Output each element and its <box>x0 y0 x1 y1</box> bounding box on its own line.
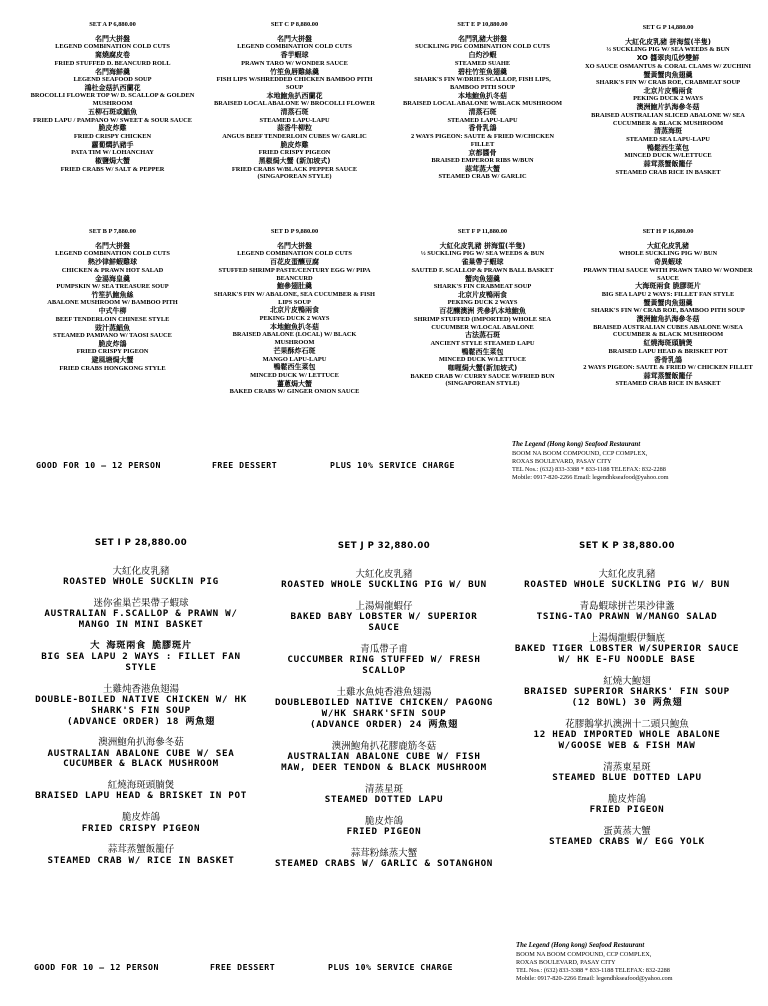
dish-cn: 椒鹽焗大蟹 <box>95 157 130 166</box>
dish-en: (ADVANCE ORDER) 24 两魚翅 <box>309 718 459 730</box>
dish-en: MINCED DUCK W/LETTUCE <box>438 356 527 364</box>
set-title: SET K P 38,880.00 <box>579 541 675 551</box>
restaurant-address-2: ROXAS BOULEVARD, PASAY CITY <box>512 457 612 465</box>
dish-en: MANGO LAPU-LAPU <box>262 355 327 363</box>
restaurant-tel: TEL Nos.: (632) 833-3388 * 833-1188 TELEFAX: 832-2288 <box>512 465 666 473</box>
dish-en: BROCOLLI FLOWER TOP W/ D. SCALLOP & GOLDEN MUSHROOM <box>30 92 195 108</box>
dish-en: STEAMED SEA LAPU-LAPU <box>626 135 710 143</box>
set-title: SET D P 9,880.00 <box>270 228 319 235</box>
dish-en: ½ SUCKLING PIG W/ SEA WEEDS & BUN <box>420 250 545 258</box>
dish-en: FRIED PIGEON <box>589 804 665 816</box>
dish-en: CHICKEN & PRAWN HOT SALAD <box>61 266 164 274</box>
dish-en: XO SAUCE OSMANTUS & CORAL CLAMS W/ ZUCHINI <box>585 62 751 70</box>
dish-cn: 大紅化皮乳豬 <box>598 569 656 581</box>
dish-en: BEEF TENDERLOIN CHINESE STYLE <box>55 315 170 323</box>
dish-en: ANCIENT STYLE STEAMED LAPU <box>430 339 535 347</box>
set-c <box>212 21 377 181</box>
dish-cn: 名門大拼盤 <box>277 34 312 43</box>
dish-en: BAKED CRAB W/ CURRY SAUCE W/FRIED BUN (SINGAPOREAN STYLE) <box>410 372 555 388</box>
dish-cn: 名門大拼盤 <box>95 241 130 250</box>
dish-cn: 竹笙魚唇雞絲羹 <box>270 67 319 76</box>
dish-cn: 上湯焗龍蝦仔 <box>355 601 413 613</box>
set-title: SET J P 32,880.00 <box>337 541 431 551</box>
dish-en: CUCCUMBER RING STUFFED W/ FRESH SCALLOP <box>287 654 481 677</box>
restaurant-address-1: BOOM NA BOOM COMPOUND, CCP COMPLEX, <box>512 449 648 457</box>
dish-en: STEAMED SUAHE <box>454 59 511 67</box>
set-h <box>582 228 754 388</box>
dish-cn: 脆皮炸雞 <box>280 140 309 149</box>
dish-en: ROASTED WHOLE SUCKLING PIG W/ BUN <box>281 579 487 591</box>
set-a <box>30 21 195 173</box>
dish-cn: 金湯海皇羹 <box>95 274 130 283</box>
dish-cn: 五柳石斑或鯧魚 <box>88 108 137 116</box>
dish-en: BRAISED LOCAL ABALONE W/ BROCOLLI FLOWER <box>214 100 375 108</box>
dish-en: SAUTED F. SCALLOP & PRAWN BALL BASKET <box>411 266 554 274</box>
dish-cn: 碧柱竹笙魚翅羹 <box>458 67 507 76</box>
dish-en: PUMPSKIN W/ SEA TREASURE SOUP <box>56 283 169 291</box>
dish-en: STEAMED LAPU-LAPU <box>447 116 518 124</box>
dish-cn: 本地鮑魚扒冬菇 <box>270 322 319 331</box>
dish-cn: 名門大拼盤 <box>95 34 130 43</box>
dish-en: FRIED CRISPY PIGEON <box>258 149 331 157</box>
dish-cn: 紅燒大鮑翅 <box>603 676 651 688</box>
dish-cn: 大海斑兩食 脆膠斑片 <box>635 282 701 291</box>
dish-cn: 大紅化皮乳豬 拼海蜇(半隻) <box>439 241 526 250</box>
dish-cn: 蟹黃蟹肉魚翅羹 <box>643 70 693 79</box>
set-title: SET F P 11,880.00 <box>457 228 508 235</box>
good-for-label: GOOD FOR 10 – 12 PERSON <box>36 460 161 470</box>
dish-cn: 中式牛柳 <box>98 307 127 316</box>
dish-cn: 清蒸海斑 <box>654 127 682 136</box>
dish-cn: 名門海鮮羹 <box>95 67 130 76</box>
set-title: SET B P 7,880.00 <box>89 228 136 235</box>
dish-en: FRIED PIGEON <box>346 825 422 837</box>
dish-cn: 大紅化皮乳豬 <box>355 569 413 581</box>
dish-cn: 澳洲鮑角扒海參冬菇 <box>98 737 184 749</box>
set-f <box>400 228 565 388</box>
dish-en: BRAISED SUPERIOR SHARKS' FIN SOUP <box>524 686 730 698</box>
dish-en: BIG SEA LAPU 2 WAYS : FILLET FAN STYLE <box>41 650 241 673</box>
dish-cn: 熱沙律鮮蝦雞球 <box>88 258 137 267</box>
dish-en: AUSTRALIAN F.SCALLOP & PRAWN W/ MANGO IN MINI BASKET <box>44 608 238 631</box>
dish-cn: 蒜茸蒸大蟹 <box>465 164 500 173</box>
restaurant-address-1: BOOM NA BOOM COMPOUND, CCP COMPLEX, <box>516 950 652 958</box>
dish-cn: 澳洲鮑片扒海參冬菇 <box>636 103 700 112</box>
dish-cn: 鴻杜金菇扒西蘭花 <box>84 83 141 92</box>
dish-en: STUFFED SHRIMP PASTE/CENTURY EGG W/ PIPA BEANCURD <box>218 266 371 282</box>
dish-cn: 蒜茸蒸蟹飯籠仔 <box>643 371 693 380</box>
dish-cn: 香骨乳鴿 <box>468 124 497 133</box>
dish-cn: 脆皮炸鴿 <box>121 812 160 824</box>
dish-en: PEKING DUCK 2 WAYS <box>259 315 330 322</box>
dish-cn: 澳洲鮑角扒花膠鹿筋冬菇 <box>331 740 437 752</box>
dish-en: PEKING DUCK 2 WAYS <box>633 95 703 103</box>
set-title: SET G P 14,880.00 <box>642 24 694 31</box>
dish-en: STEAMED CRAB W/ GARLIC <box>438 173 527 181</box>
set-title: SET E P 10,880.00 <box>457 21 508 28</box>
dish-en: BRAISED LOCAL ABALONE W/BLACK MUSHROOM <box>403 100 562 108</box>
dish-en: SHRIMP STUFFED (IMPORTED) WHOLE SEA CUCUMBER W/LOCAL ABALONE <box>413 315 552 331</box>
dish-en: SHARK'S FIN CRABMEAT SOUP <box>433 283 532 291</box>
dish-cn: 青島蝦球拼芒果沙律盞 <box>579 601 675 613</box>
dish-cn: 鴨鬆西生菜包 <box>273 363 316 372</box>
dish-cn: 古法蒸石斑 <box>465 331 500 340</box>
dish-cn: 迷你雀巢芒果帶子蝦球 <box>93 598 189 610</box>
restaurant-info-bottom <box>516 942 756 983</box>
restaurant-name: The Legend (Hong kong) Seafood Restaurant <box>512 441 641 448</box>
dish-en: FRIED CRABS W/ SALT & PEPPER <box>60 165 165 173</box>
dish-cn: 窩燒腐皮卷 <box>95 51 130 60</box>
good-for-label-bottom: GOOD FOR 10 – 12 PERSON <box>34 962 159 972</box>
restaurant-address-2: ROXAS BOULEVARD, PASAY CITY <box>516 958 616 966</box>
dish-cn: 上湯焗龍蝦伊麵底 <box>588 633 665 645</box>
set-e <box>400 21 565 181</box>
dish-en: SHARK'S FIN W/DRIES SCALLOP, FISH LIPS, BAMBOO PITH SOUP <box>414 76 551 91</box>
set-j <box>273 541 495 870</box>
dish-cn: 豉汁蒸鯧魚 <box>95 323 130 332</box>
set-title: SET H P 16,880.00 <box>642 228 694 235</box>
dish-cn: 紅燒海斑頭腩煲 <box>643 339 693 348</box>
dish-en: FRIED CRISPY PIGEON <box>81 822 201 834</box>
dish-en: BAKED TIGER LOBSTER W/SUPERIOR SAUCE W/ HK E-FU NOODLE BASE <box>514 643 740 666</box>
dish-cn: 芒果酥炸石斑 <box>273 346 316 355</box>
dish-cn: 澳洲鮑角扒海參冬菇 <box>636 315 700 323</box>
dish-en: SHARK'S FIN W/ CRAB ROE, CRABMEAT SOUP <box>596 79 740 87</box>
dish-en: (12 BOWL) 30 两魚翅 <box>571 697 683 709</box>
dish-en: 大 海斑兩食 脆膠斑片 <box>90 640 192 651</box>
dish-cn: 蒜茸粉絲蒸大蟹 <box>350 847 418 859</box>
set-d <box>212 228 377 396</box>
dish-en: PRAWN THAI SAUCE WITH PRAWN TARO W/ WONDER SAUCE <box>583 266 753 282</box>
dish-en: AUSTRALIAN ABALONE CUBE W/ SEA CUCUMBER & BLACK MUSHROOM <box>47 747 235 770</box>
free-dessert-label: FREE DESSERT <box>212 460 278 470</box>
dish-cn: 蒜茸蒸蟹飯籠仔 <box>643 160 693 169</box>
set-title: SET I P 28,880.00 <box>94 538 188 548</box>
dish-en: STEAMED CRAB RICE IN BASKET <box>615 380 721 388</box>
dish-cn: 鴨鬆西生菜包 <box>647 143 689 152</box>
dish-en: ABALONE MUSHROOM W/ BAMBOO PITH <box>47 299 178 307</box>
dish-en: 2 WAYS PIGEON: SAUTE & FRIED W/CHICKEN FILLET <box>411 132 554 148</box>
restaurant-tel: TEL Nos.: (632) 833-3388 * 833-1188 TELEFAX: 832-2288 <box>516 966 670 974</box>
dish-cn: 北京片皮鴨兩食 <box>643 86 693 95</box>
dish-en: BRAISED EMPEROR RIBS W/BUN <box>431 157 534 165</box>
dish-en: AUSTRALIAN ABALONE CUBE W/ FISH MAW, DEER TENDON & BLACK MUSHROOM <box>281 750 487 773</box>
dish-cn: 香骨乳鴿 <box>654 355 682 364</box>
dish-cn: 避風塘焗大蟹 <box>91 356 134 365</box>
dish-cn: 清蒸東星斑 <box>603 761 651 773</box>
restaurant-mobile: Mobile: 0917-820-2266 Email: legendhkseafood@yahoo.com <box>516 974 673 982</box>
dish-en: FRIED CRISPY PIGEON <box>76 348 149 356</box>
set-title: SET C P 8,880.00 <box>270 21 319 28</box>
dish-en: STEAMED BLUE DOTTED LAPU <box>552 772 702 784</box>
dish-cn: 咖喱焗大蟹(新加坡式) <box>447 364 518 373</box>
dish-en: SHARK'S FIN W/ CRAB ROE, BAMBOO PITH SOUP <box>591 307 745 315</box>
dish-en: SUCKLING PIG COMBINATION COLD CUTS <box>415 43 550 51</box>
dish-en: FRIED LAPU / PAMPANO W/ SWEET & SOUR SAUCE <box>33 116 192 124</box>
dish-cn: 百花皮蛋釀豆腐 <box>270 258 319 267</box>
dish-en: LEGEND SEAFOOD SOUP <box>73 76 152 84</box>
dish-cn: 鮑參翅肚羹 <box>277 282 312 291</box>
restaurant-name: The Legend (Hong kong) Seafood Restaurant <box>516 942 645 949</box>
service-charge-label: PLUS 10% SERVICE CHARGE <box>330 460 455 470</box>
dish-en: PEKING DUCK 2 WAYS <box>447 299 518 307</box>
dish-en: FRIED CRISPY CHICKEN <box>73 132 152 140</box>
dish-cn: 清蒸石斑 <box>468 108 497 116</box>
dish-cn: 蘿蔔燜扒豬手 <box>91 140 134 149</box>
dish-en: BRAISED LAPU HEAD & BRISKET POT <box>608 347 728 355</box>
dish-cn: 白灼沙蝦 <box>468 51 497 60</box>
set-b <box>30 228 195 373</box>
dish-cn: 北京片皮鴨兩食 <box>270 306 319 315</box>
dish-en: LEGEND COMBINATION COLD CUTS <box>55 43 170 51</box>
dish-en: SHARK'S FIN W/ ABALONE, SEA CUCUMBER & FISH LIPS SOUP <box>213 290 376 306</box>
dish-en: STEAMED CRAB RICE IN BASKET <box>615 168 721 176</box>
dish-cn: 名門大拼盤 <box>277 241 312 250</box>
dish-cn: 百花釀澳洲 秃參扒本地鮑魚 <box>439 307 526 316</box>
dish-cn: 大紅化皮乳豬 <box>112 566 170 578</box>
dish-cn: 大紅化皮乳豬 拼海蜇(半隻) <box>625 37 711 46</box>
dish-cn: 京都醬骨 <box>468 148 497 157</box>
dish-en: STEAMED CRAB W/ RICE IN BASKET <box>47 854 235 866</box>
dish-cn: 雀巢帶子蝦球 <box>461 258 504 267</box>
dish-en: ROASTED WHOLE SUCKLING PIG W/ BUN <box>524 579 730 591</box>
dish-en: STEAMED CRABS W/ GARLIC & SOTANGHON <box>274 857 494 869</box>
dish-en: 12 HEAD IMPORTED WHOLE ABALONE W/GOOSE WEB & FISH MAW <box>533 729 721 752</box>
set-g <box>582 24 754 176</box>
dish-en: BIG SEA LAPU 2 WAYS: FILLET FAN STYLE <box>601 290 735 298</box>
dish-cn: 蛋黃蒸大蟹 <box>603 826 651 838</box>
dish-cn: 脆皮炸鴿 <box>364 815 403 827</box>
dish-cn: 蒜香牛柳粒 <box>277 124 312 133</box>
dish-cn: 土雞水魚炖香港魚翅湯 <box>336 686 432 698</box>
dish-en: BRAISED ABALONE (LOCAL) W/ BLACK MUSHROOM <box>232 331 357 347</box>
dish-en: ½ SUCKLING PIG W/ SEA WEEDS & BUN <box>606 46 730 54</box>
dish-cn: 鴨鬆西生菜包 <box>461 347 504 356</box>
dish-cn: 名門乳豬大拼盤 <box>458 34 507 43</box>
dish-en: BRAISED AUSTRALIAN SLICED ABALONE W/ SEA CUCUMBER & BLACK MUSHROOM <box>591 111 745 127</box>
dish-en: LEGEND COMBINATION COLD CUTS <box>237 43 352 51</box>
dish-en: 2 WAYS PIGEON: SAUTE & FRIED W/ CHICKEN FILLET <box>583 364 753 372</box>
dish-cn: 土雞炖香港魚翅湯 <box>102 683 179 695</box>
dish-cn: 紅燒海斑頭腩煲 <box>107 780 175 792</box>
dish-cn: 大紅化皮乳豬 <box>647 241 689 250</box>
dish-en: (ADVANCE ORDER) 18 两魚翅 <box>66 715 216 727</box>
dish-en: STEAMED CRABS W/ EGG YOLK <box>549 836 705 848</box>
dish-cn: 青瓜帶子甫 <box>360 644 408 655</box>
dish-cn: 清蒸星斑 <box>364 783 403 795</box>
dish-cn: 本地鮑魚扒冬菇 <box>458 91 507 100</box>
dish-cn: 脆皮炸雞 <box>98 124 127 133</box>
dish-cn: 奇異蝦球 <box>654 258 682 267</box>
dish-en: FRIED CRABS W/BLACK PEPPER SAUCE (SINGAPOREAN STYLE) <box>231 165 358 181</box>
dish-cn: 黑椒焗大蟹 (新加坡式) <box>258 157 331 166</box>
dish-cn: 脆皮炸鴿 <box>607 793 646 805</box>
dish-cn: 本地鮑魚扒西蘭花 <box>266 91 323 100</box>
dish-cn: 香芋蝦球 <box>280 51 309 60</box>
dish-en: BRAISED AUSTRALIAN CUBES ABALONE W/SEA CUCUMBER & BLACK MUSHROOM <box>593 323 743 339</box>
dish-cn: 花膠鵝掌扒澳洲十二頭只鮑魚 <box>565 718 689 730</box>
dish-en: DOUBLEBOILED NATIVE CHICKEN/ PAGONG W/HK SHARK'SFIN SOUP <box>274 697 494 719</box>
dish-en: FISH LIPS W/SHREDDED CHICKEN BAMBOO PITH SOUP <box>216 76 373 91</box>
dish-cn: 脆皮炸鴿 <box>98 339 127 348</box>
dish-cn: 蟹肉魚翅羹 <box>465 274 500 283</box>
dish-en: WHOLE SUCKLING PIG W/ BUN <box>618 250 718 258</box>
dish-en: PATA TIM W/ LOHANCHAY <box>71 149 154 157</box>
dish-en: MINCED DUCK W/ LETTUCE <box>250 371 339 379</box>
dish-en: LEGEND COMBINATION COLD CUTS <box>237 250 352 258</box>
dish-en: BAKED BABY LOBSTER W/ SUPERIOR SAUCE <box>290 611 478 634</box>
dish-cn: 蟹黃蟹肉魚翅羹 <box>643 298 693 307</box>
set-k <box>514 541 740 848</box>
dish-cn: 清蒸石斑 <box>280 108 309 116</box>
dish-en: MINCED DUCK W/LETTUCE <box>624 152 712 160</box>
dish-en: BAKED CRABS W/ GINGER ONION SAUCE <box>229 388 360 396</box>
dish-en: FRIED STUFFED D. BEANCURD ROLL <box>54 59 171 67</box>
dish-en: DOUBLE-BOILED NATIVE CHICKEN W/ HK SHARK'S FIN SOUP <box>35 693 247 716</box>
dish-cn: 蒜茸蒸蟹飯籠仔 <box>107 844 175 856</box>
dish-en: TSING-TAO PRAWN W/MANGO SALAD <box>536 611 718 623</box>
dish-cn: 薑蔥焗大蟹 <box>277 379 312 388</box>
service-charge-label-bottom: PLUS 10% SERVICE CHARGE <box>328 962 453 972</box>
dish-en: ROASTED WHOLE SUCKLIN PIG <box>63 576 219 588</box>
dish-en: FRIED CRABS HONGKONG STYLE <box>59 364 166 372</box>
dish-en: STEAMED LAPU-LAPU <box>259 116 330 124</box>
dish-cn: 竹笙扒鮑魚絲 <box>91 290 134 299</box>
dish-en: BRAISED LAPU HEAD & BRISKET IN POT <box>35 790 247 802</box>
restaurant-mobile: Mobile: 0917-820-2266 Email: legendhkseafood@yahoo.com <box>512 473 669 481</box>
restaurant-info <box>512 441 752 482</box>
dish-cn: 北京片皮鴨兩食 <box>458 290 507 299</box>
free-dessert-label-bottom: FREE DESSERT <box>210 962 276 972</box>
dish-en: ANGUS BEEF TENDERLOIN CUBES W/ GARLIC <box>222 132 367 140</box>
set-title: SET A P 6,880.00 <box>89 21 136 28</box>
set-i <box>30 538 252 866</box>
dish-en: LEGEND COMBINATION COLD CUTS <box>55 250 170 258</box>
dish-en: STEAMED DOTTED LAPU <box>324 793 444 805</box>
dish-en: PRAWN TARO W/ WONDER SAUCE <box>241 59 348 67</box>
dish-cn: XO 醬翠肉瓜炒雙鮮 <box>636 54 700 63</box>
dish-en: STEAMED PAMPANO W/ TAOSI SAUCE <box>53 332 172 340</box>
